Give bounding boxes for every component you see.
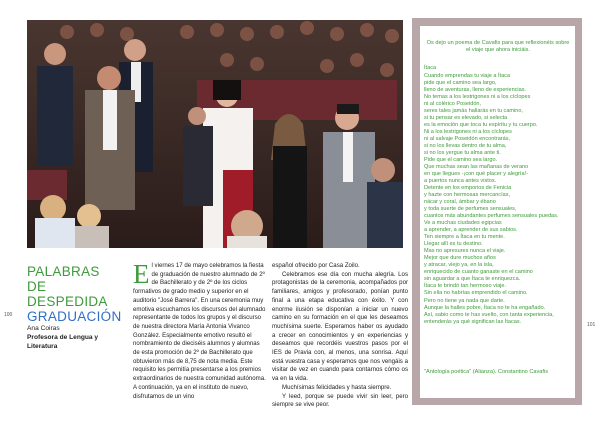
poem-line: cuantos más abundantes perfumes sensuales puedas. bbox=[424, 213, 559, 220]
poem-line: Ve a muchas ciudades egipcias bbox=[424, 220, 502, 227]
poem-line: en que llegues -¡con qué placer y alegría!- bbox=[424, 171, 528, 178]
poem-intro: Os dejo un poema de Cavafis para que reflexionéis sobre el viaje que ahora iniciáis. bbox=[426, 40, 570, 54]
poem-line: a aprender, a aprender de sus sabios. bbox=[424, 227, 518, 234]
poem-line: Mejor que dure muchos años bbox=[424, 255, 496, 262]
column-2-paragraph: Y leed, porque se puede vivir sin leer, pero siempre se vive peor. bbox=[272, 392, 408, 409]
poem-line: si no los yergue tu alma ante ti. bbox=[424, 150, 501, 157]
column-2-paragraph: español ofrecido por Casa Zoilo. bbox=[272, 262, 360, 269]
poem-line: seres tales jamás hallarás en tu camino, bbox=[424, 108, 523, 115]
poem-line: Mas no apresures nunca el viaje. bbox=[424, 248, 506, 255]
drop-cap: E bbox=[133, 259, 150, 289]
column-2-paragraph: Muchísimas felicidades y hasta siempre. bbox=[282, 383, 392, 391]
poem-line: No temas a los lestrigones ni a los cíclopes bbox=[424, 94, 531, 101]
poem-line: pide que el camino sea largo, bbox=[424, 80, 497, 87]
author-block bbox=[27, 324, 127, 351]
column-1-text: l viernes 17 de mayo celebramos la fiesta de graduación de nuestro alumnado de 2º de Bachillerato y de 2º de los ciclos formativos de grado medio y superior en el auditorio "José Barrera". En una ceremonia muy emotiva escuchamos los discursos del alumnado representante de todos los grupos y el discurso de nuestra directora María Antonia Vivanco González. Especialmente emotivo resultó el nombramiento de dieciséis alumnos y alumnas de esta promoción de 2º de Bachillerato que obtuvieron más de 8,75 de nota media. Este requisito les permitía presentarse a los premios extraordinarios de nuestra comunidad autónoma. A continuación, ya en el instituto de nuevo, disfrutamos de un vino bbox=[133, 262, 266, 400]
poem-line: si no los llevas dentro de tu alma, bbox=[424, 143, 507, 150]
page-number-right: 101 bbox=[587, 322, 596, 328]
poem-line: ni al colérico Poseidón, bbox=[424, 101, 482, 108]
author-name: Ana Coiras bbox=[27, 325, 60, 332]
poem-line: Detente en los emporios de Fenicia bbox=[424, 185, 512, 192]
article-title bbox=[27, 264, 123, 324]
poem-line: si tu pensar es elevado, si selecta bbox=[424, 115, 508, 122]
poem-line: lleno de aventuras, lleno de experiencias. bbox=[424, 87, 527, 94]
poem-line: a puertos nunca antes vistos. bbox=[424, 178, 497, 185]
poem-line: sin aguardar a que Ítaca te enriquezca. bbox=[424, 276, 521, 283]
poem-line: nácar y coral, ámbar y ébano bbox=[424, 199, 496, 206]
poem-line: Así, sabio como te has vuelto, con tanta experiencia, bbox=[424, 311, 554, 318]
poem-line: es la emoción que toca tu espíritu y tu cuerpo. bbox=[424, 122, 538, 129]
poem-source: "Antología poética" (Alianza). Constantino Cavafis bbox=[424, 369, 548, 375]
poem-line: Ni a los lestrigones ni a los cíclopes bbox=[424, 129, 512, 136]
poem-line: Llegar allí es tu destino. bbox=[424, 241, 483, 248]
poem-line: Ten siempre a Ítaca en tu mente. bbox=[424, 234, 505, 241]
poem-line: Que muchas sean las mañanas de verano bbox=[424, 164, 529, 171]
poem-line: Cuando emprendas tu viaje a Ítaca bbox=[424, 73, 511, 79]
poem-line: y toda suerte de perfumes sensuales, bbox=[424, 206, 517, 213]
title-line-2: DESPEDIDA bbox=[27, 294, 108, 309]
poem-line: entenderás ya qué significan las Ítacas. bbox=[424, 318, 522, 325]
page-number-left: 100 bbox=[4, 312, 13, 318]
poem-line: y atracar, viejo ya, en la isla, bbox=[424, 262, 494, 269]
poem-line: Sin ella no habrías emprendido el camino. bbox=[424, 290, 528, 297]
article-column-2 bbox=[272, 262, 408, 410]
poem-line: ni al salvaje Poseidón encontrarás, bbox=[424, 136, 511, 143]
poem-line: Ítaca te brindó tan hermoso viaje. bbox=[424, 283, 507, 290]
graduation-photo bbox=[27, 20, 403, 248]
author-role: Profesora de Lengua y Literatura bbox=[27, 334, 99, 350]
column-2-paragraph: Celebramos ese día con mucha alegría. Los protagonistas de la ceremonia, acompañados por familiares, amigos y profesorado, ponían punto final a una etapa educativa con éxito. Y con enorme ilusión se disponían a iniciar un nuevo camino en su formación en el que les deseamos muchísima suerte. Esperamos haber os ayudado a crecer en conocimientos y en experiencias y deseamos que recordéis vuestros pasos por el IES de Pravia con, al menos, una sonrisa. Aquí está vuestra casa y esperamos que nos vengáis a visitar de vez en cuando para contarnos cómo os va en la vida. bbox=[272, 270, 408, 383]
title-line-3: GRADUACIÓN bbox=[27, 309, 122, 324]
poem-line: enriquecido de cuanto ganaste en el camino bbox=[424, 269, 533, 276]
poem-line: Aunque la halles pobre, Ítaca no te ha engañado. bbox=[424, 304, 546, 311]
poem-lines bbox=[424, 73, 574, 326]
poem-title: Ítaca bbox=[424, 65, 437, 71]
poem-line: Pero no tiene ya nada que darte. bbox=[424, 297, 505, 304]
poem-line: Pide que el camino sea largo. bbox=[424, 157, 498, 164]
title-line-1: PALABRAS DE bbox=[27, 264, 100, 294]
poem-line: y hazte con hermosas mercancías, bbox=[424, 192, 511, 199]
article-column-1 bbox=[133, 259, 266, 401]
